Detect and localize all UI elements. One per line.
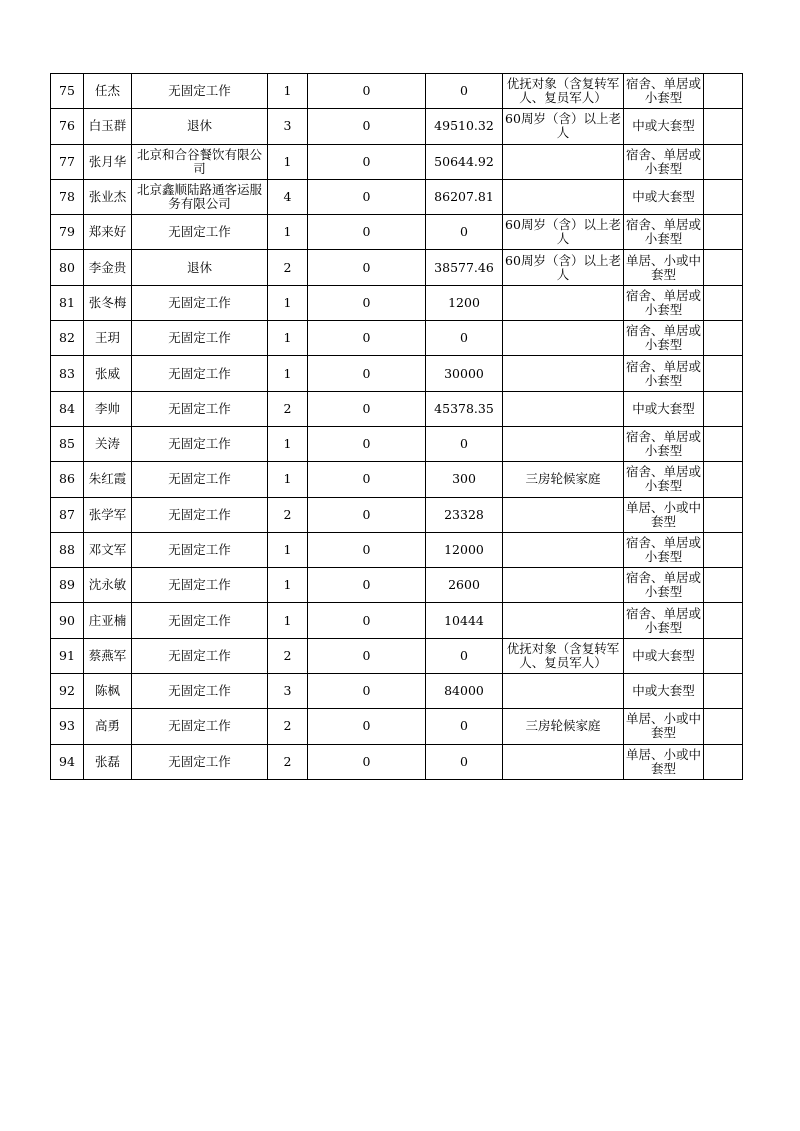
table-row (51, 215, 743, 250)
cell-number: 89 (51, 568, 84, 603)
cell-family-members: 2 (268, 497, 308, 532)
cell-workplace: 无固定工作 (132, 497, 268, 532)
cell-housing-type: 中或大套型 (624, 638, 704, 673)
cell-number: 77 (51, 144, 84, 179)
cell-remarks (704, 638, 743, 673)
cell-housing-area: 0 (308, 462, 426, 497)
cell-income: 0 (426, 638, 503, 673)
cell-income: 30000 (426, 356, 503, 391)
cell-remarks (704, 144, 743, 179)
cell-remarks (704, 709, 743, 744)
cell-income: 49510.32 (426, 109, 503, 144)
cell-workplace: 无固定工作 (132, 603, 268, 638)
cell-workplace: 无固定工作 (132, 391, 268, 426)
cell-name: 沈永敏 (84, 568, 132, 603)
cell-income: 45378.35 (426, 391, 503, 426)
cell-priority-category (503, 744, 624, 779)
cell-remarks (704, 391, 743, 426)
cell-remarks (704, 568, 743, 603)
cell-housing-area: 0 (308, 674, 426, 709)
cell-housing-type: 宿舍、单居或小套型 (624, 74, 704, 109)
cell-priority-category (503, 568, 624, 603)
table-row (51, 250, 743, 285)
table-row (51, 497, 743, 532)
cell-number: 82 (51, 321, 84, 356)
cell-remarks (704, 109, 743, 144)
cell-workplace: 无固定工作 (132, 638, 268, 673)
cell-name: 关涛 (84, 426, 132, 461)
cell-housing-type: 宿舍、单居或小套型 (624, 532, 704, 567)
cell-family-members: 1 (268, 321, 308, 356)
cell-housing-area: 0 (308, 74, 426, 109)
cell-workplace: 无固定工作 (132, 709, 268, 744)
cell-family-members: 1 (268, 215, 308, 250)
table-row (51, 709, 743, 744)
cell-name: 李帅 (84, 391, 132, 426)
cell-workplace: 退休 (132, 109, 268, 144)
cell-family-members: 1 (268, 285, 308, 320)
cell-priority-category: 优抚对象（含复转军人、复员军人） (503, 638, 624, 673)
cell-number: 91 (51, 638, 84, 673)
table-row (51, 603, 743, 638)
cell-income: 1200 (426, 285, 503, 320)
cell-housing-area: 0 (308, 744, 426, 779)
cell-remarks (704, 744, 743, 779)
cell-income: 50644.92 (426, 144, 503, 179)
cell-name: 朱红霞 (84, 462, 132, 497)
cell-housing-type: 单居、小或中套型 (624, 497, 704, 532)
cell-family-members: 1 (268, 356, 308, 391)
table-row (51, 638, 743, 673)
cell-name: 张业杰 (84, 179, 132, 214)
cell-family-members: 2 (268, 744, 308, 779)
cell-family-members: 3 (268, 674, 308, 709)
table-row (51, 74, 743, 109)
cell-workplace: 北京和合谷餐饮有限公司 (132, 144, 268, 179)
cell-priority-category (503, 426, 624, 461)
cell-housing-area: 0 (308, 215, 426, 250)
cell-housing-type: 中或大套型 (624, 391, 704, 426)
cell-housing-area: 0 (308, 356, 426, 391)
cell-number: 76 (51, 109, 84, 144)
cell-remarks (704, 426, 743, 461)
cell-priority-category: 三房轮候家庭 (503, 462, 624, 497)
cell-housing-type: 宿舍、单居或小套型 (624, 144, 704, 179)
cell-name: 高勇 (84, 709, 132, 744)
table-row (51, 144, 743, 179)
cell-housing-type: 中或大套型 (624, 674, 704, 709)
cell-priority-category (503, 321, 624, 356)
cell-number: 87 (51, 497, 84, 532)
cell-workplace: 无固定工作 (132, 321, 268, 356)
cell-workplace: 无固定工作 (132, 74, 268, 109)
cell-remarks (704, 74, 743, 109)
cell-remarks (704, 215, 743, 250)
cell-family-members: 1 (268, 568, 308, 603)
cell-workplace: 无固定工作 (132, 568, 268, 603)
cell-number: 88 (51, 532, 84, 567)
cell-workplace: 北京鑫顺陆路通客运服务有限公司 (132, 179, 268, 214)
cell-priority-category: 60周岁（含）以上老人 (503, 109, 624, 144)
cell-name: 李金贵 (84, 250, 132, 285)
cell-priority-category: 优抚对象（含复转军人、复员军人） (503, 74, 624, 109)
cell-number: 90 (51, 603, 84, 638)
table-row (51, 391, 743, 426)
table-row (51, 462, 743, 497)
cell-remarks (704, 356, 743, 391)
cell-housing-type: 中或大套型 (624, 179, 704, 214)
cell-number: 85 (51, 426, 84, 461)
cell-remarks (704, 285, 743, 320)
cell-priority-category (503, 144, 624, 179)
cell-income: 23328 (426, 497, 503, 532)
cell-number: 75 (51, 74, 84, 109)
cell-workplace: 无固定工作 (132, 674, 268, 709)
cell-workplace: 无固定工作 (132, 462, 268, 497)
cell-name: 张威 (84, 356, 132, 391)
cell-family-members: 2 (268, 638, 308, 673)
cell-housing-type: 宿舍、单居或小套型 (624, 568, 704, 603)
cell-housing-area: 0 (308, 532, 426, 567)
cell-family-members: 1 (268, 74, 308, 109)
cell-housing-type: 宿舍、单居或小套型 (624, 356, 704, 391)
cell-housing-area: 0 (308, 603, 426, 638)
cell-name: 张学军 (84, 497, 132, 532)
cell-housing-area: 0 (308, 568, 426, 603)
cell-number: 86 (51, 462, 84, 497)
cell-housing-area: 0 (308, 179, 426, 214)
cell-priority-category (503, 179, 624, 214)
cell-income: 0 (426, 426, 503, 461)
cell-number: 78 (51, 179, 84, 214)
cell-income: 12000 (426, 532, 503, 567)
table-row (51, 109, 743, 144)
cell-housing-type: 单居、小或中套型 (624, 709, 704, 744)
cell-income: 38577.46 (426, 250, 503, 285)
cell-housing-area: 0 (308, 709, 426, 744)
cell-remarks (704, 532, 743, 567)
cell-income: 0 (426, 215, 503, 250)
cell-income: 0 (426, 321, 503, 356)
cell-priority-category (503, 603, 624, 638)
cell-housing-area: 0 (308, 391, 426, 426)
cell-housing-type: 宿舍、单居或小套型 (624, 215, 704, 250)
cell-priority-category (503, 532, 624, 567)
cell-name: 张磊 (84, 744, 132, 779)
cell-name: 庄亚楠 (84, 603, 132, 638)
table-row (51, 568, 743, 603)
cell-income: 0 (426, 744, 503, 779)
cell-family-members: 2 (268, 250, 308, 285)
cell-remarks (704, 603, 743, 638)
cell-housing-area: 0 (308, 285, 426, 320)
cell-remarks (704, 674, 743, 709)
cell-remarks (704, 462, 743, 497)
cell-family-members: 1 (268, 532, 308, 567)
applicant-table (50, 73, 743, 780)
cell-number: 81 (51, 285, 84, 320)
cell-housing-area: 0 (308, 144, 426, 179)
cell-family-members: 2 (268, 709, 308, 744)
cell-name: 任杰 (84, 74, 132, 109)
cell-remarks (704, 497, 743, 532)
cell-housing-type: 单居、小或中套型 (624, 250, 704, 285)
cell-housing-type: 宿舍、单居或小套型 (624, 321, 704, 356)
cell-housing-type: 宿舍、单居或小套型 (624, 285, 704, 320)
cell-family-members: 3 (268, 109, 308, 144)
table-row (51, 532, 743, 567)
cell-priority-category (503, 497, 624, 532)
cell-workplace: 退休 (132, 250, 268, 285)
cell-name: 白玉群 (84, 109, 132, 144)
cell-priority-category: 三房轮候家庭 (503, 709, 624, 744)
cell-housing-area: 0 (308, 426, 426, 461)
cell-housing-type: 中或大套型 (624, 109, 704, 144)
cell-name: 陈枫 (84, 674, 132, 709)
cell-family-members: 1 (268, 462, 308, 497)
cell-family-members: 2 (268, 391, 308, 426)
cell-income: 2600 (426, 568, 503, 603)
cell-name: 邓文军 (84, 532, 132, 567)
cell-housing-type: 宿舍、单居或小套型 (624, 426, 704, 461)
cell-housing-area: 0 (308, 638, 426, 673)
cell-number: 84 (51, 391, 84, 426)
cell-housing-type: 宿舍、单居或小套型 (624, 603, 704, 638)
cell-number: 94 (51, 744, 84, 779)
cell-number: 83 (51, 356, 84, 391)
cell-housing-area: 0 (308, 497, 426, 532)
cell-priority-category: 60周岁（含）以上老人 (503, 215, 624, 250)
cell-housing-type: 宿舍、单居或小套型 (624, 462, 704, 497)
cell-name: 张冬梅 (84, 285, 132, 320)
cell-housing-type: 单居、小或中套型 (624, 744, 704, 779)
cell-income: 0 (426, 74, 503, 109)
cell-housing-area: 0 (308, 250, 426, 285)
cell-family-members: 4 (268, 179, 308, 214)
table-row (51, 426, 743, 461)
cell-priority-category (503, 674, 624, 709)
cell-number: 92 (51, 674, 84, 709)
cell-number: 79 (51, 215, 84, 250)
cell-name: 张月华 (84, 144, 132, 179)
cell-name: 蔡燕军 (84, 638, 132, 673)
cell-family-members: 1 (268, 426, 308, 461)
cell-income: 300 (426, 462, 503, 497)
table-row (51, 674, 743, 709)
cell-priority-category: 60周岁（含）以上老人 (503, 250, 624, 285)
cell-priority-category (503, 285, 624, 320)
cell-remarks (704, 321, 743, 356)
cell-income: 10444 (426, 603, 503, 638)
cell-priority-category (503, 391, 624, 426)
cell-income: 0 (426, 709, 503, 744)
cell-workplace: 无固定工作 (132, 532, 268, 567)
cell-housing-area: 0 (308, 321, 426, 356)
table-row (51, 285, 743, 320)
cell-number: 93 (51, 709, 84, 744)
cell-remarks (704, 179, 743, 214)
cell-name: 郑来好 (84, 215, 132, 250)
table-row (51, 744, 743, 779)
cell-income: 84000 (426, 674, 503, 709)
cell-remarks (704, 250, 743, 285)
cell-workplace: 无固定工作 (132, 426, 268, 461)
cell-priority-category (503, 356, 624, 391)
table-row (51, 179, 743, 214)
cell-housing-area: 0 (308, 109, 426, 144)
cell-workplace: 无固定工作 (132, 285, 268, 320)
cell-workplace: 无固定工作 (132, 356, 268, 391)
cell-number: 80 (51, 250, 84, 285)
cell-workplace: 无固定工作 (132, 215, 268, 250)
table-body (51, 74, 743, 780)
cell-workplace: 无固定工作 (132, 744, 268, 779)
table-row (51, 356, 743, 391)
cell-family-members: 1 (268, 603, 308, 638)
cell-family-members: 1 (268, 144, 308, 179)
table-row (51, 321, 743, 356)
cell-name: 王玥 (84, 321, 132, 356)
cell-income: 86207.81 (426, 179, 503, 214)
